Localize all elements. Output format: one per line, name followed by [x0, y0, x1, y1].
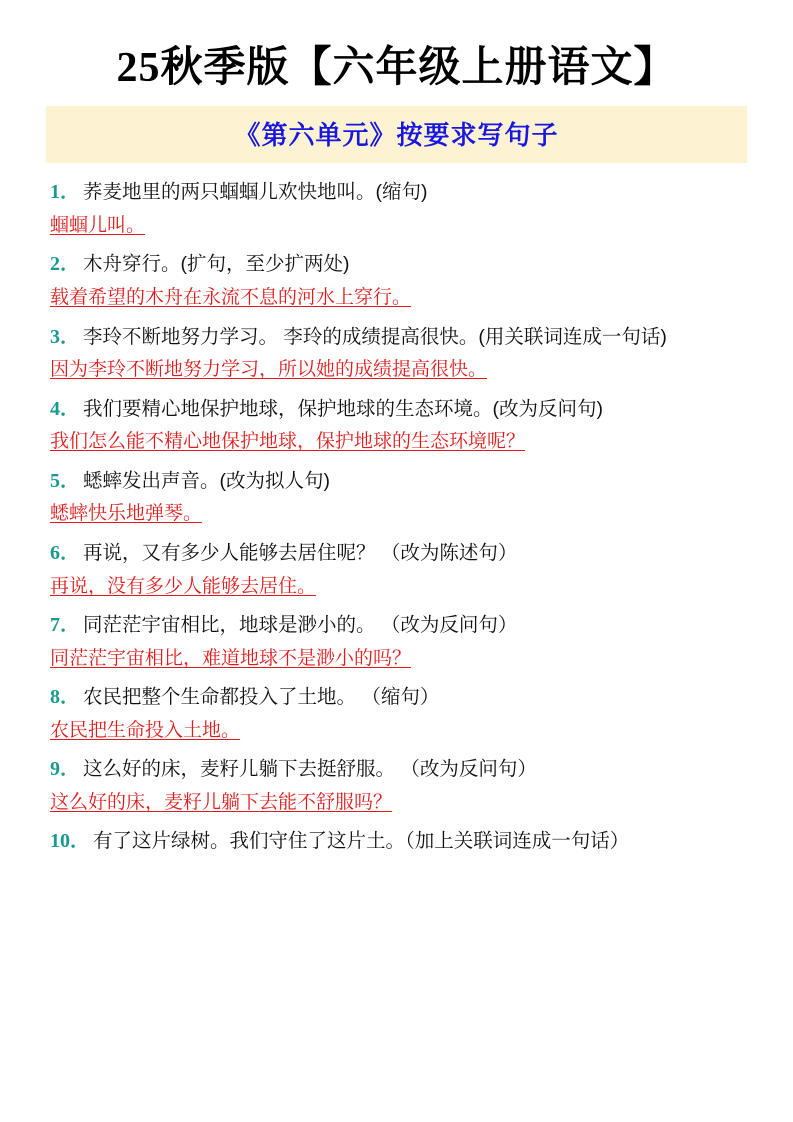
- answer-text: 蟋蟀快乐地弹琴。: [50, 503, 203, 525]
- question-text: 再说，又有多少人能够去居住呢？ （改为陈述句）: [83, 541, 518, 564]
- list-item: [46, 322, 747, 394]
- question-number: 10．: [50, 830, 90, 853]
- answer-text: 我们怎么能不精心地保护地球，保护地球的生态环境呢？: [50, 431, 526, 453]
- question-line: [46, 538, 747, 569]
- list-item: [46, 538, 747, 610]
- question-text: 蟋蟀发出声音。(改为拟人句): [83, 469, 330, 492]
- page-title: 25秋季版【六年级上册语文】: [116, 45, 677, 91]
- list-item: [46, 682, 747, 754]
- question-number: 9．: [50, 758, 80, 781]
- answer-text: 农民把生命投入土地。: [50, 719, 241, 741]
- question-text: 有了这片绿树。我们守住了这片土。（加上关联词连成一句话）: [93, 830, 630, 853]
- question-number: 3．: [50, 325, 80, 348]
- question-number: 6．: [50, 541, 80, 564]
- list-item: [46, 466, 747, 538]
- answer-wrap: [46, 428, 747, 466]
- question-text: 木舟穿行。(扩句，至少扩两处): [83, 253, 350, 276]
- answer-wrap: [46, 284, 747, 322]
- question-text: 荞麦地里的两只蝈蝈儿欢快地叫。(缩句): [83, 181, 428, 204]
- answer-text: 载着希望的木舟在永流不息的河水上穿行。: [50, 287, 412, 309]
- answer-text: 同茫茫宇宙相比，难道地球不是渺小的吗？: [50, 647, 412, 669]
- answer-wrap: [46, 789, 747, 827]
- question-number: 7．: [50, 614, 80, 637]
- question-text: 李玲不断地努力学习。 李玲的成绩提高很快。(用关联词连成一句话): [83, 325, 667, 348]
- question-line: [46, 177, 747, 208]
- question-line: [46, 682, 747, 713]
- list-item: [46, 177, 747, 249]
- answer-wrap: [46, 573, 747, 611]
- list-item: [46, 249, 747, 321]
- answer-text: 再说，没有多少人能够去居住。: [50, 575, 317, 597]
- question-list: [46, 177, 747, 857]
- answer-wrap: [46, 356, 747, 394]
- list-item: [46, 754, 747, 826]
- question-number: 4．: [50, 397, 80, 420]
- question-text: 我们要精心地保护地球，保护地球的生态环境。(改为反问句): [83, 397, 603, 420]
- question-line: [46, 826, 747, 857]
- question-line: [46, 466, 747, 497]
- question-line: [46, 322, 747, 353]
- question-line: [46, 754, 747, 785]
- question-line: [46, 249, 747, 280]
- list-item: [46, 826, 747, 857]
- question-text: 农民把整个生命都投入了土地。 （缩句）: [83, 686, 440, 709]
- question-number: 2．: [50, 253, 80, 276]
- answer-text: 蝈蝈儿叫。: [50, 214, 146, 236]
- answer-text: 这么好的床，麦籽儿躺下去能不舒服吗？: [50, 791, 393, 813]
- answer-wrap: [46, 645, 747, 683]
- list-item: [46, 610, 747, 682]
- answer-wrap: [46, 500, 747, 538]
- subtitle-banner: [46, 106, 747, 163]
- list-item: [46, 394, 747, 466]
- answer-wrap: [46, 717, 747, 755]
- question-number: 1．: [50, 181, 80, 204]
- answer-text: 因为李玲不断地努力学习，所以她的成绩提高很快。: [50, 359, 488, 381]
- answer-wrap: [46, 212, 747, 250]
- question-text: 这么好的床，麦籽儿躺下去挺舒服。 （改为反问句）: [83, 758, 537, 781]
- question-text: 同茫茫宇宙相比，地球是渺小的。 （改为反问句）: [83, 614, 518, 637]
- question-line: [46, 394, 747, 425]
- question-number: 8．: [50, 686, 80, 709]
- question-number: 5．: [50, 469, 80, 492]
- subtitle-text: 《第六单元》按要求写句子: [234, 121, 559, 151]
- question-line: [46, 610, 747, 641]
